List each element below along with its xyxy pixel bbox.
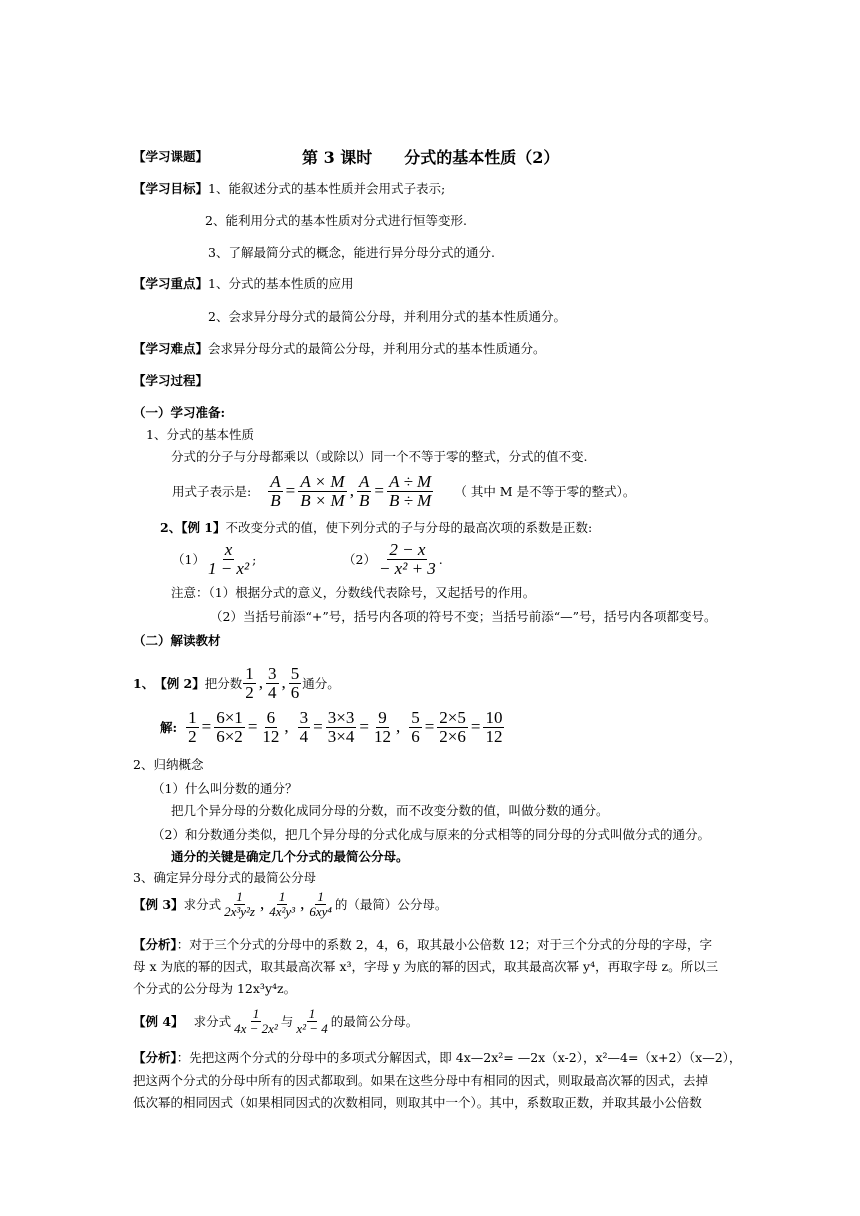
topic-label: 【学习课题】	[133, 149, 209, 164]
formula-frac-ab: $\frac{A}{B}$	[270, 471, 281, 510]
ex3-frac-1: $\frac{1}{\text{2x³y²z}}$	[224, 888, 255, 919]
note-1: 注意：（1）根据分式的意义，分数线代表除号，又起括号的作用。	[171, 585, 536, 600]
example1-line: 2、【例 1】不改变分式的值，使下列分式的子与分母的最高次项的系数是正数:	[160, 520, 593, 535]
analysis3-label: 【分析】	[133, 937, 177, 952]
analysis3-line-2: 母 x 为底的幂的因式，取其最高次幂 x³，字母 y 为底的幂的因式，取其最高次幂 y⁴，再取字母 z。所以三	[133, 959, 719, 974]
formula-note: （ 其中 M 是不等于零的整式）。	[454, 484, 636, 499]
difficulty-line	[133, 340, 546, 358]
keypoints-label: 【学习重点】	[133, 276, 209, 291]
keypoints-line-1	[133, 275, 353, 293]
process-label: 【学习过程】	[133, 373, 209, 388]
ex3-frac-2: $\frac{1}{\text{4x²y³}}$	[269, 888, 296, 919]
example1-label: 【例 1】	[181, 520, 226, 535]
goals-line-1	[133, 180, 445, 198]
goals-label: 【学习目标】	[133, 181, 209, 196]
difficulty-text: 会求异分母分式的最简公分母，并利用分式的基本性质通分。	[208, 341, 546, 356]
ex4-frac-1: $\frac{1}{\text{4x − 2x²}}$	[234, 1005, 278, 1036]
analysis4-line-1: 【分析】：先把这两个分式的分母中的多项式分解因式，即 4x—2x²= —2x（x-2），x²—4=（x+2）（x—2），	[133, 1050, 742, 1065]
ex1-b-fraction: $\frac{2 - x}{\text{− x² + 3}}$	[378, 539, 436, 578]
ex1-a-fraction: $\frac{x}{\text{1 − x²}}$	[207, 539, 250, 578]
goal-item-1: 1、能叙述分式的基本性质并会用式子表示;	[208, 181, 446, 196]
analysis4-line-3: 低次幂的相同因式（如果相同因式的次数相同，则取其中一个）。其中，系数取正数，并取其最小公倍数	[133, 1095, 702, 1110]
formula-frac-div: $\frac{A \div M}{B \div M}$	[388, 471, 432, 510]
prep-item-1: 1、分式的基本性质	[146, 427, 254, 442]
property-formula: 用式子表示是: $\frac{A}{B}$ = $\frac{A \times M}{B \times M}$ , $\frac{A}{B}$ = $\frac{A \div M}{B \div M}$ （ 其中 M 是不等于零的整式）。	[172, 471, 636, 510]
reading-heading: （二）解读教材	[133, 633, 221, 648]
ex2-frac-1: $\frac{1}{2}$	[245, 663, 254, 702]
formula-label: 用式子表示是:	[172, 484, 252, 499]
note-2: （2）当括号前添“+”号，括号内各项的符号不变；当括号前添“—”号，括号内各项都变号。	[210, 609, 717, 624]
example1-b: （2） $\frac{2 - x}{\text{− x² + 3}}$ .	[343, 539, 443, 578]
example4-label: 【例 4】	[133, 1014, 184, 1029]
goal-item-3: 3、了解最简分式的概念，能进行异分母分式的通分.	[208, 245, 495, 260]
difficulty-label: 【学习难点】	[133, 341, 209, 356]
ex3-frac-3: $\frac{1}{\text{6xy⁴}}$	[309, 888, 332, 919]
example2-label: 【例 2】	[154, 676, 205, 691]
example2-line: 1、 【例 2】 把分数 $\frac{1}{2}$ , $\frac{3}{4}$ , $\frac{5}{6}$ 通分。	[133, 663, 340, 702]
analysis3-line-3: 个分式的公分母为 12x³y⁴z。	[133, 981, 297, 996]
keypoint-item-2: 2、会求异分母分式的最简公分母，并利用分式的基本性质通分。	[208, 309, 566, 324]
ex2-frac-2: $\frac{3}{4}$	[268, 663, 277, 702]
question-1: （1）什么叫分数的通分？	[152, 781, 298, 796]
solution-label: 解:	[160, 720, 178, 735]
example1-a: （1） $\frac{x}{\text{1 − x²}}$ ;	[172, 539, 257, 578]
formula-frac-mult: $\frac{A \times M}{B \times M}$	[300, 471, 345, 510]
prep-heading: （一）学习准备:	[133, 405, 226, 420]
analysis3-line-1: 【分析】：对于三个分式的分母中的系数 2，4，6，取其最小公倍数 12；对于三个分式的分母的字母，字	[133, 937, 712, 952]
example4-line: 【例 4】 求分式 $\frac{1}{\text{4x − 2x²}}$ 与 $\frac{1}{\text{x² − 4}}$ 的最简公分母。	[133, 1005, 419, 1036]
analysis4-line-2: 把这两个分式的分母中所有的因式都取到。如果在这些分母中有相同的因式，则取最高次幂的因式，去掉	[133, 1073, 709, 1088]
example3-line: 【例 3】 求分式 $\frac{1}{\text{2x³y²z}}$ , $\frac{1}{\text{4x²y³}}$ , $\frac{1}{\text{6xy⁴}}$ 的（最简）公分母。	[133, 888, 448, 919]
example3-label: 【例 3】	[133, 897, 184, 912]
lcd-heading: 3、确定异分母分式的最简公分母	[133, 870, 316, 885]
question-2: （2）和分数通分类似，把几个异分母的分式化成与原来的分式相等的同分母的分式叫做分式的通分。	[152, 827, 710, 842]
prep-item-1-desc: 分式的分子与分母都乘以（或除以）同一个不等于零的整式，分式的值不变.	[171, 449, 588, 464]
ex2-frac-3: $\frac{5}{6}$	[290, 663, 300, 702]
formula-frac-ab-2: $\frac{A}{B}$	[358, 471, 370, 510]
analysis4-label: 【分析】	[133, 1050, 177, 1065]
page-title: 第 3 课时 分式的基本性质（2）	[302, 148, 560, 167]
goal-item-2: 2、能利用分式的基本性质对分式进行恒等变形.	[205, 213, 467, 228]
ex4-frac-2: $\frac{1}{\text{x² − 4}}$	[296, 1005, 328, 1036]
key-statement: 通分的关键是确定几个分式的最简公分母。	[171, 849, 409, 864]
example2-solution: 解: $\frac{1}{2}$ = $\frac{6\times 1}{6\times 2}$ = $\frac{6}{12}$ , $\frac{3}{4}$ = $\frac{3\times 3}{3\times 4}$ = $\frac{9}{12}$ , $\frac{5}{6}$ = $\frac{2\times 5}{2\times 6}$ = $\frac{10}{12}$	[160, 707, 503, 746]
keypoint-item-1: 1、分式的基本性质的应用	[208, 276, 354, 291]
concept-heading: 2、归纳概念	[133, 757, 204, 772]
example1-text: 不改变分式的值，使下列分式的子与分母的最高次项的系数是正数:	[225, 520, 593, 535]
answer-1: 把几个异分母的分数化成同分母的分数，而不改变分数的值，叫做分数的通分。	[171, 803, 609, 818]
